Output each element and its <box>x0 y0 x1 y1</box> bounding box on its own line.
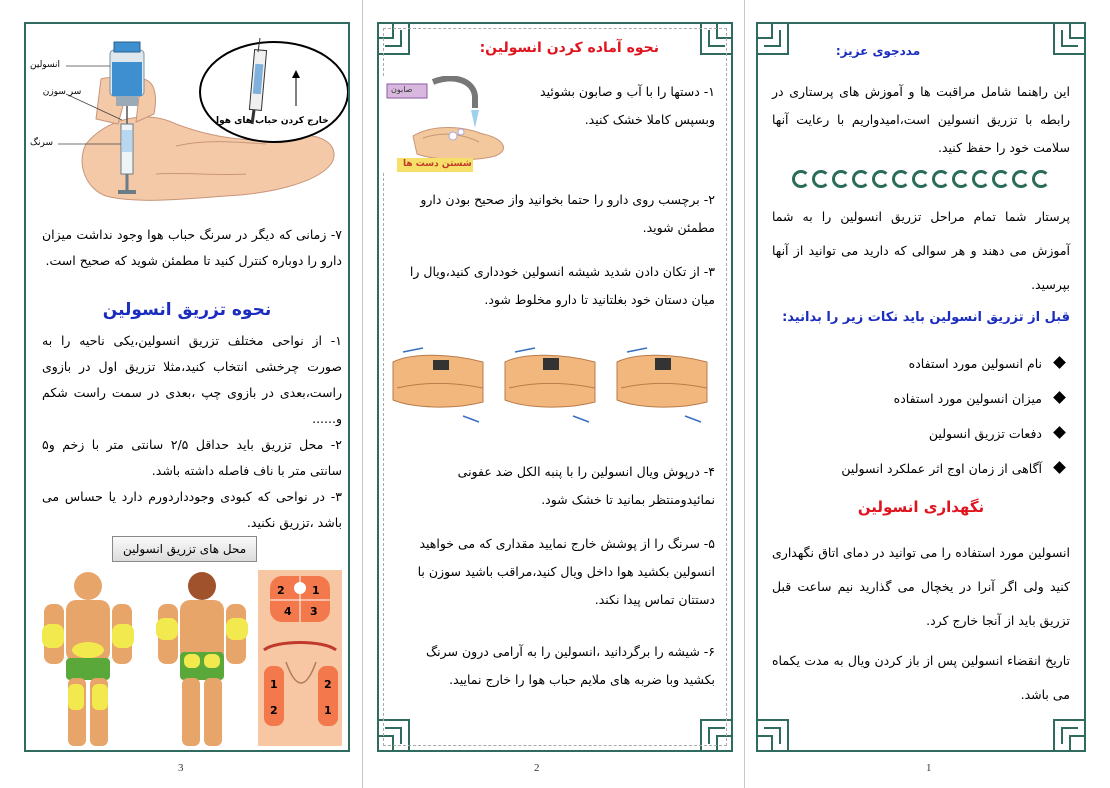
fold-line-left <box>362 0 363 788</box>
front-body-figure <box>42 572 134 746</box>
injection-sites-button[interactable]: محل های تزریق انسولین <box>112 536 257 562</box>
handwash-caption: شستن دست ها <box>403 159 472 169</box>
prep-step-5: ۵- سرنگ را از پوشش خارج نمایید مقداری که می خواهید انسولین بکشید هوا داخل ویال کنید،مراقب باشید سوزن با دستتان تماس پیدا نکند. <box>417 536 715 607</box>
thigh-zone-number: 1 <box>324 704 332 717</box>
rolling-vial-image <box>383 332 727 428</box>
greeting-title: مددجوی عزیز: <box>835 44 921 58</box>
nurse-text: پرستار شما تمام مراحل تزریق انسولین را به شما آموزش می دهند و هر سوالی که دارید می توانید از آنها بپرسید. <box>772 209 1070 292</box>
bubble-caption: خارج کردن حباب های هوا <box>216 116 329 126</box>
injection-sites-illustration <box>26 570 348 750</box>
step-7-text: ۷- زمانی که دیگر در سرنگ حباب هوا وجود نداشت میزان دارو را دوباره کنترل کنید تا مطمئن شوید که صحیح است. <box>42 227 342 268</box>
list-item: دفعات تزریق انسولین <box>772 416 1070 451</box>
decorative-chain <box>772 170 1070 188</box>
injection-step: ۲- محل تزریق باید حداقل ۲/۵ سانتی متر با زخم و۵ سانتی متر با ناف فاصله داشته باشد. <box>42 437 342 478</box>
label-needle-tip: سر سوزن <box>42 87 82 97</box>
thigh-zone-number: 2 <box>270 704 278 717</box>
panel-3 <box>24 22 350 752</box>
injection-step: ۳- در نواحی که کبودی وجودداردورم دارد یا حساس می باشد ،تزریق نکنید. <box>42 489 342 530</box>
panel-2 <box>377 22 733 752</box>
body-figures <box>26 570 348 750</box>
handwashing-image <box>383 76 515 172</box>
abdomen-zone-number: 3 <box>310 605 318 618</box>
thigh-zone-number: 2 <box>324 678 332 691</box>
list-item: آگاهی از زمان اوج اثر عملکرد انسولین <box>772 451 1070 486</box>
before-injection-title: قبل از تزریق انسولین باید نکات زیر را بدانید: <box>782 310 1070 325</box>
prep-step-4: ۴- درپوش ویال انسولین را با پنبه الکل ضد عفونی نمائیدومنتظر بمانید تا خشک شود. <box>457 464 715 507</box>
abdomen-zone-number: 1 <box>312 584 320 597</box>
page-number-3: 3 <box>178 762 184 774</box>
list-item: نام انسولین مورد استفاده <box>772 346 1070 381</box>
panel-1-corner-tr <box>1032 22 1086 76</box>
prep-step-1: ۱- دستها را با آب و صابون بشوئید وبسپس کاملا خشک کنید. <box>540 84 715 127</box>
page-number-2: 2 <box>534 762 540 774</box>
intro-text: این راهنما شامل مراقبت ها و آموزش های پرستاری در رابطه با تزریق انسولین است،امیدواریم با رعایت آنها سلامت خود را حفظ کنید. <box>772 84 1070 155</box>
abdomen-zone-number: 2 <box>277 584 285 597</box>
preparation-title: نحوه آماده کردن انسولین: <box>479 40 659 56</box>
label-syringe: سرنگ <box>30 138 54 148</box>
prep-step-6: ۶- شیشه را برگردانید ،انسولین را به آرامی درون سرنگ بکشید وبا ضربه های ملایم حباب هوا را خارج نمایید. <box>425 644 715 687</box>
fold-line-right <box>744 0 745 788</box>
injection-step: ۱- از نواحی مختلف تزریق انسولین،یکی ناحیه را به صورت چرخشی انتخاب کنید،مثلا تزریق اول در بازوی راست،بعدی در بازوی چپ ،بعدی در سمت راست شکم و...... <box>42 333 342 426</box>
injection-steps <box>42 328 342 536</box>
storage-title: نگهداری انسولین <box>857 498 985 516</box>
thigh-zone-number: 1 <box>270 678 278 691</box>
abdomen-thigh-closeup <box>258 570 342 746</box>
soap-sign: صابون <box>391 85 413 94</box>
back-body-figure <box>156 572 248 746</box>
prep-step-3: ۳- از تکان دادن شدید شیشه انسولین خودداری کنید،ویال را میان دستان خود بغلتانید تا دارو مخلوط شود. <box>409 264 715 307</box>
before-injection-list <box>772 346 1070 486</box>
list-item: میزان انسولین مورد استفاده <box>772 381 1070 416</box>
storage-text: انسولین مورد استفاده را می توانید در دمای اتاق نگهداری کنید ولی اگر آنرا در یخچال می گذارید نیم ساعت قبل تزریق باید از آنجا خارج کرد. <box>772 545 1070 628</box>
expiry-text: تاریخ انقضاء انسولین پس از باز کردن ویال به مدت یکماه می باشد. <box>772 653 1070 702</box>
page-number-1: 1 <box>926 762 932 774</box>
injection-title: نحوه تزریق انسولین <box>102 300 272 320</box>
prep-step-2: ۲- برچسب روی دارو را حتما بخوانید واز صحیح بودن دارو مطمئن شوید. <box>420 192 715 235</box>
label-insulin: انسولین <box>30 60 60 70</box>
panel-1 <box>756 22 1086 752</box>
syringe-diagram <box>26 24 348 214</box>
panel-1-corner-tl <box>756 22 810 76</box>
abdomen-zone-number: 4 <box>284 605 292 618</box>
